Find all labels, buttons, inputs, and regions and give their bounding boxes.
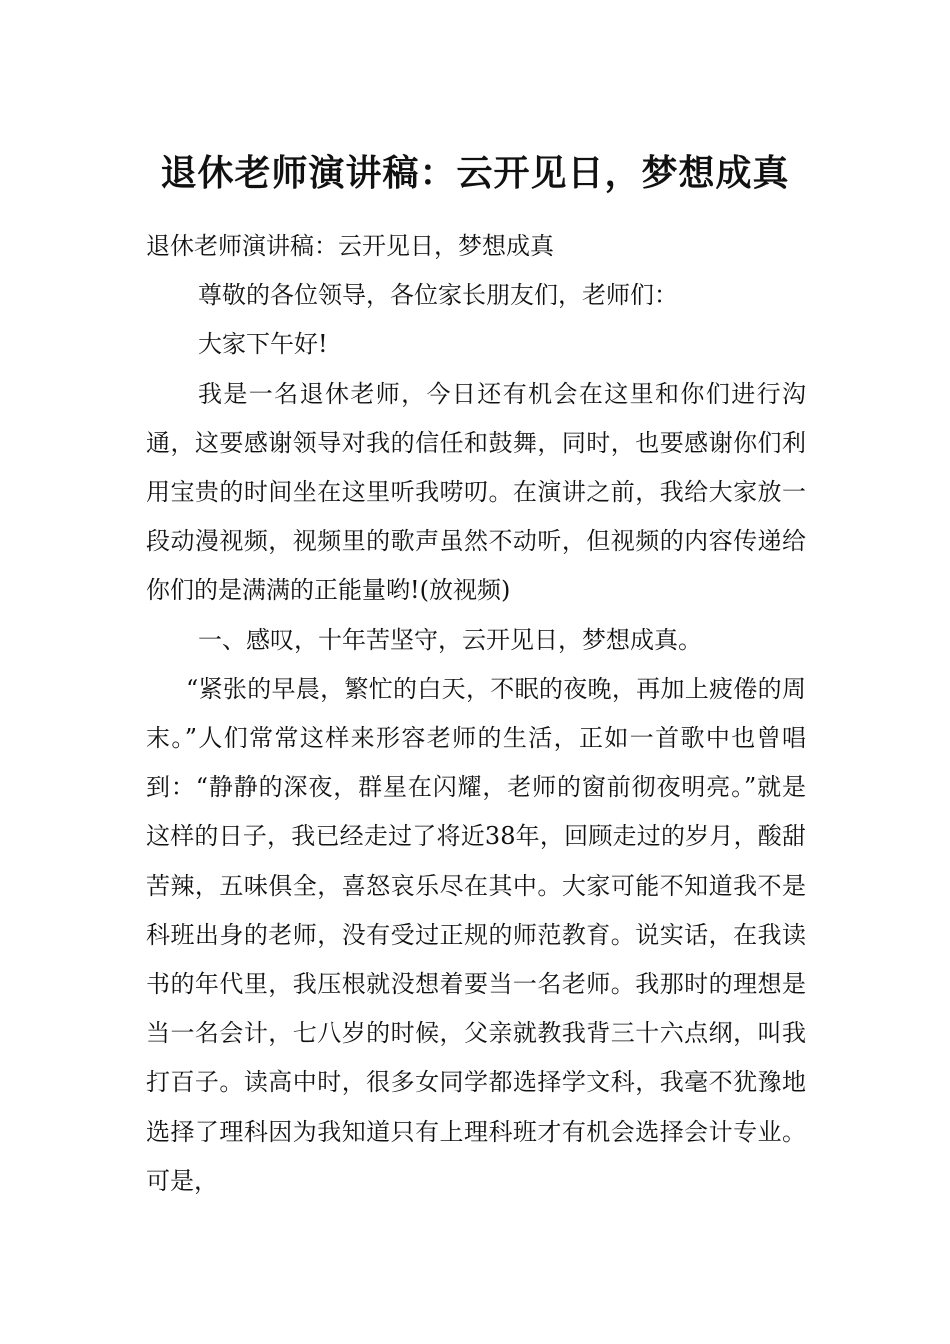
- paragraph-introduction: 我是一名退休老师，今日还有机会在这里和你们进行沟通，这要感谢领导对我的信任和鼓舞，同时，也要感谢你们利用宝贵的时间坐在这里听我唠叨。在演讲之前，我给大家放一段动漫视频，视频里的歌声虽然不动听，但视频的内容传递给你们的是满满的正能量哟!(放视频): [146, 379, 806, 605]
- page-title: 退休老师演讲稿：云开见日，梦想成真: [160, 153, 790, 195]
- paragraph-salutation: 尊敬的各位领导，各位家长朋友们，老师们：: [198, 281, 678, 310]
- paragraph-section-heading: 一、感叹，十年苦坚守，云开见日，梦想成真。: [198, 625, 702, 654]
- paragraph-subtitle: 退休老师演讲稿：云开见日，梦想成真: [146, 232, 554, 260]
- paragraph-greeting: 大家下午好!: [198, 330, 328, 359]
- paragraph-body: “紧张的早晨，繁忙的白天，不眠的夜晚，再加上疲倦的周末。”人们常常这样来形容老师的生活，正如一首歌中也曾唱到：“静静的深夜，群星在闪耀，老师的窗前彻夜明亮。”就是这样的日子，我已经走过了将近38年，回顾走过的岁月，酸甜苦辣，五味俱全，喜怒哀乐尽在其中。大家可能不知道我不是科班出身的老师，没有受过正规的师范教育。说实话，在我读书的年代里，我压根就没想着要当一名老师。我那时的理想是当一名会计，七八岁的时候，父亲就教我背三十六点纲，叫我打百子。读高中时，很多女同学都选择学文科，我毫不犹豫地选择了理科因为我知道只有上理科班才有机会选择会计专业。可是，: [146, 674, 806, 1195]
- document-body: [146, 222, 806, 1206]
